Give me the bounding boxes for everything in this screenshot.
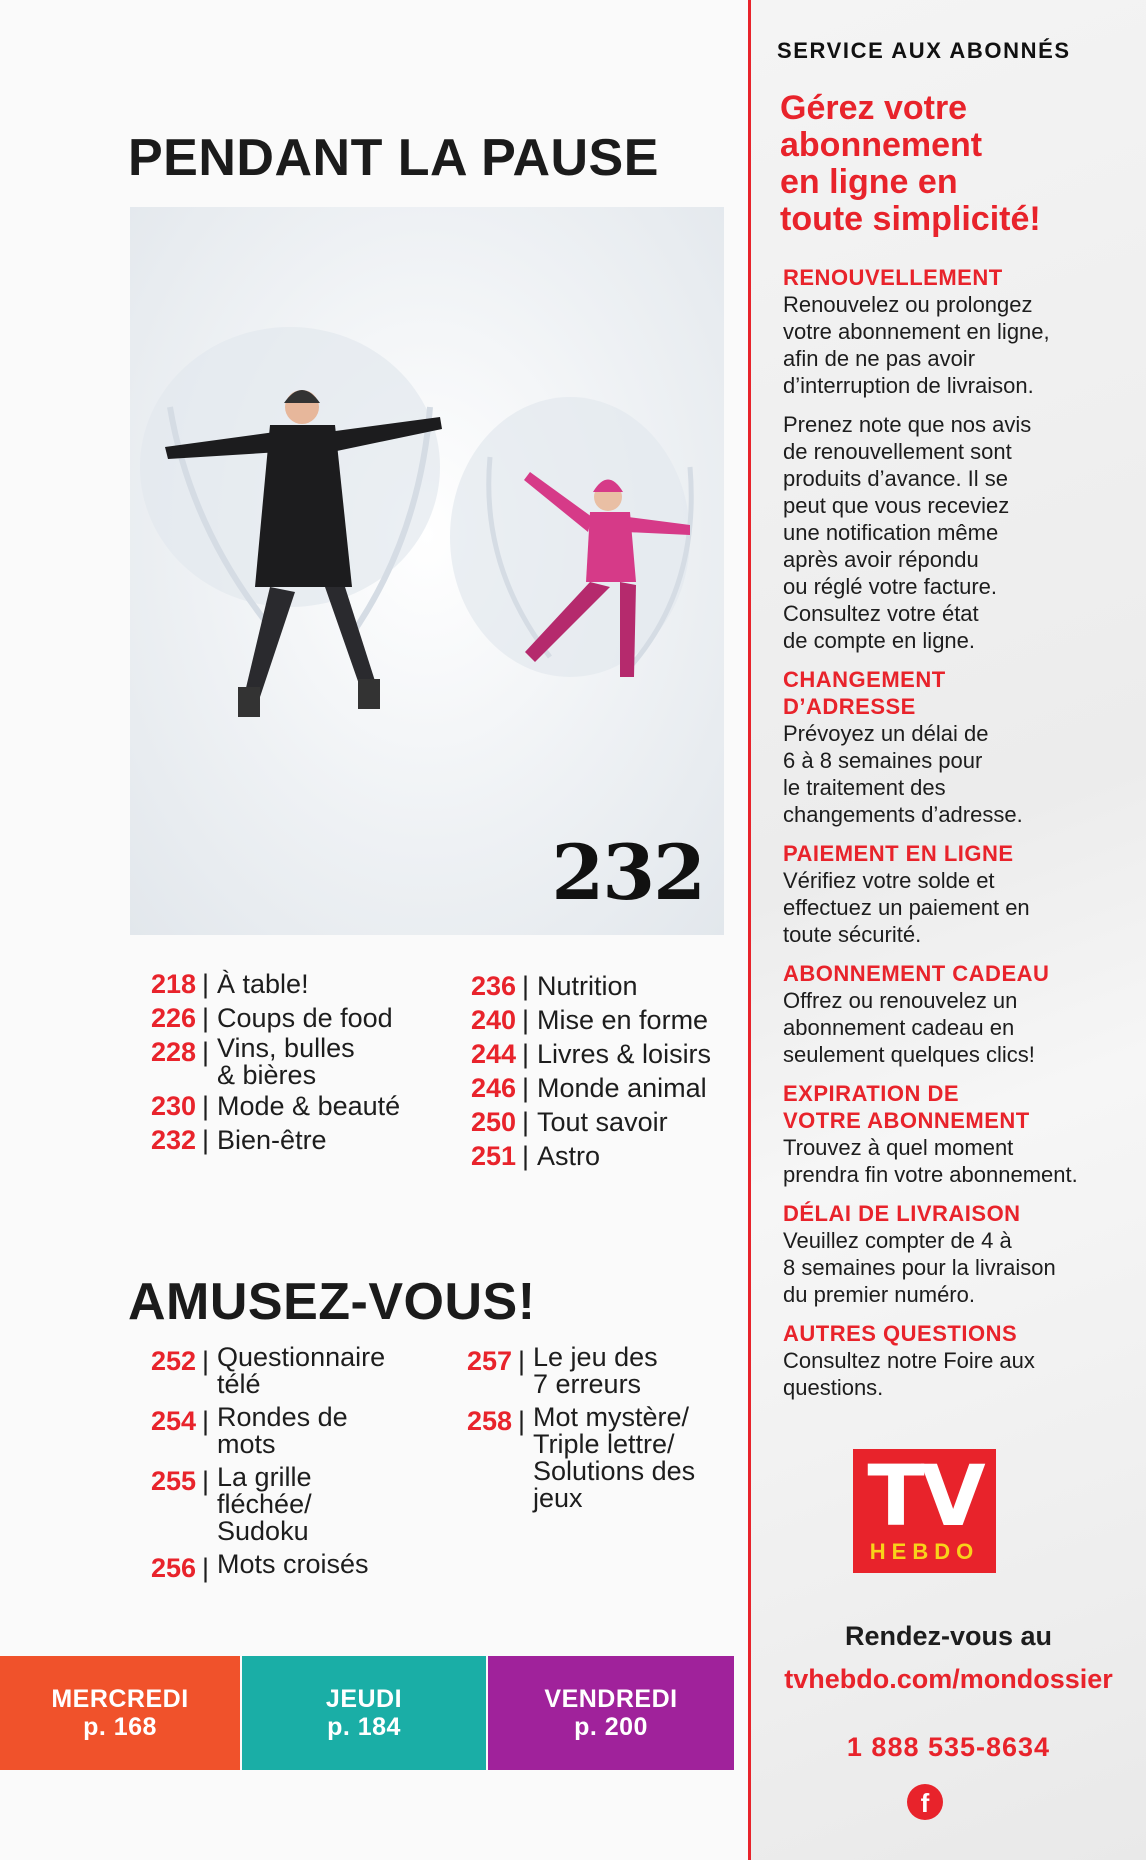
service-title: ABONNEMENT CADEAU	[783, 961, 1050, 986]
toc-page: 251	[470, 1141, 516, 1171]
toc-page: 254	[150, 1406, 196, 1436]
service-text: Consultez notre Foire aux questions.	[783, 1348, 1035, 1400]
toc-label: Monde animal	[537, 1073, 707, 1103]
service-title: DÉLAI DE LIVRAISON	[783, 1201, 1021, 1226]
service-delai[interactable]	[783, 1200, 1113, 1308]
day-tab-vendredi[interactable]	[488, 1656, 734, 1770]
toc-games-col2	[446, 1344, 695, 1512]
toc-item[interactable]: 251 | Astro	[450, 1139, 711, 1173]
service-title: PAIEMENT EN LIGNE	[783, 841, 1014, 866]
service-text: Veuillez compter de 4 à 8 semaines pour la livraison du premier numéro.	[783, 1228, 1056, 1307]
toc-page: 257	[466, 1346, 512, 1376]
toc-item[interactable]: 246 | Monde animal	[450, 1071, 711, 1105]
toc-label: Mode & beauté	[217, 1091, 401, 1121]
service-paiement[interactable]	[783, 840, 1113, 948]
service-text: Trouvez à quel moment prendra fin votre abonnement.	[783, 1135, 1078, 1187]
section-title-pause: PENDANT LA PAUSE	[128, 129, 659, 187]
toc-item[interactable]: 236 | Nutrition	[450, 969, 711, 1003]
day-tabs	[0, 1656, 734, 1770]
toc-label: Tout savoir	[537, 1107, 668, 1137]
toc-label: Bien-être	[217, 1125, 327, 1155]
service-text: Prévoyez un délai de 6 à 8 semaines pour le traitement des changements d’adresse.	[783, 721, 1023, 827]
toc-games-col1	[130, 1344, 385, 1585]
service-renouvellement[interactable]	[783, 264, 1113, 654]
snow-angels-photo	[130, 207, 724, 935]
service-autres[interactable]	[783, 1320, 1113, 1401]
day-name: MERCREDI	[51, 1685, 189, 1713]
toc-page: 256	[150, 1553, 196, 1583]
toc-label: Coups de food	[217, 1003, 393, 1033]
toc-page: 246	[470, 1073, 516, 1103]
dossier-link[interactable]: tvhebdo.com/mondossier	[784, 1664, 1113, 1694]
service-expiration[interactable]	[783, 1080, 1113, 1188]
toc-item[interactable]: 254 | Rondes de mots	[130, 1404, 385, 1458]
toc-item[interactable]: 240 | Mise en forme	[450, 1003, 711, 1037]
toc-item[interactable]: 244 | Livres & loisirs	[450, 1037, 711, 1071]
toc-label: Questionnaire télé	[217, 1342, 386, 1399]
logo-hebdo: HEBDO	[869, 1539, 980, 1564]
day-name: JEUDI	[325, 1685, 403, 1713]
toc-page: 252	[150, 1346, 196, 1376]
toc-label: Astro	[537, 1141, 601, 1171]
day-tab-mercredi[interactable]	[0, 1656, 240, 1770]
toc-page: 255	[150, 1466, 196, 1496]
photo-page-number: 232	[551, 828, 704, 917]
service-title: RENOUVELLEMENT	[783, 265, 1003, 290]
service-cadeau[interactable]	[783, 960, 1113, 1068]
toc-page: 244	[470, 1039, 516, 1069]
section-title-amusez-vous: AMUSEZ-VOUS!	[128, 1273, 536, 1331]
toc-page: 236	[470, 971, 516, 1001]
toc-page: 250	[470, 1107, 516, 1137]
toc-label: À table!	[217, 969, 309, 999]
toc-page: 232	[150, 1125, 196, 1155]
rendez-vous-text: Rendez-vous au	[844, 1621, 1053, 1651]
day-tab-jeudi[interactable]	[242, 1656, 486, 1770]
day-page: p. 200	[574, 1713, 648, 1741]
service-title: CHANGEMENT D’ADRESSE	[783, 667, 946, 719]
toc-item[interactable]: 226 | Coups de food	[130, 1001, 400, 1035]
toc-label: Nutrition	[537, 971, 638, 1001]
logo-tv: TV	[867, 1447, 982, 1545]
toc-label: Le jeu des 7 erreurs	[533, 1342, 658, 1399]
toc-item[interactable]: 228 | Vins, bulles & bières	[130, 1035, 400, 1089]
toc-pause-col1	[130, 967, 400, 1157]
day-name: VENDREDI	[544, 1685, 678, 1713]
toc-pause-col2	[450, 969, 711, 1173]
toc-label: Rondes de mots	[217, 1402, 348, 1459]
service-list	[783, 264, 1113, 1413]
toc-item[interactable]: 252 | Questionnaire télé	[130, 1344, 385, 1398]
service-title: EXPIRATION DE VOTRE ABONNEMENT	[783, 1081, 1030, 1133]
toc-item[interactable]: 232 | Bien-être	[130, 1123, 400, 1157]
toc-page: 218	[150, 969, 196, 999]
toc-label: Mise en forme	[537, 1005, 709, 1035]
toc-item[interactable]: 255 | La grille fléchée/ Sudoku	[130, 1464, 385, 1545]
service-title: AUTRES QUESTIONS	[783, 1321, 1018, 1346]
toc-page: 258	[466, 1406, 512, 1436]
toc-label: Vins, bulles & bières	[217, 1033, 355, 1090]
toc-item[interactable]: 256 | Mots croisés	[130, 1551, 385, 1585]
toc-item[interactable]: 218 | À table!	[130, 967, 400, 1001]
service-text: Vérifiez votre solde et effectuez un paiement en toute sécurité.	[783, 868, 1030, 947]
day-page: p. 168	[83, 1713, 157, 1741]
day-page: p. 184	[327, 1713, 401, 1741]
toc-item[interactable]: 257 | Le jeu des 7 erreurs	[446, 1344, 695, 1398]
toc-label: La grille fléchée/ Sudoku	[217, 1462, 312, 1546]
service-text: Prenez note que nos avis de renouvellement sont produits d’avance. Il se peut que vous receviez une notification même après avoir répondu ou réglé votre facture. Consultez votre état de compte en ligne.	[783, 412, 1032, 653]
toc-label: Livres & loisirs	[537, 1039, 712, 1069]
service-text: Offrez ou renouvelez un abonnement cadeau en seulement quelques clics!	[783, 988, 1035, 1067]
toc-page: 226	[150, 1003, 196, 1033]
toc-label: Mot mystère/ Triple lettre/ Solutions des jeux	[533, 1402, 696, 1513]
promo-headline: Gérez votre abonnement en ligne en toute simplicité!	[780, 89, 1041, 238]
facebook-icon[interactable]: f	[907, 1784, 943, 1820]
toc-item[interactable]: 250 | Tout savoir	[450, 1105, 711, 1139]
phone-number[interactable]: 1 888 535-8634	[846, 1732, 1051, 1762]
snow-angels-illustration	[130, 207, 724, 935]
toc-page: 240	[470, 1005, 516, 1035]
service-heading: SERVICE AUX ABONNÉS	[777, 38, 1071, 63]
toc-item[interactable]: 258 | Mot mystère/ Triple lettre/ Solutions des jeux	[446, 1404, 695, 1512]
toc-page: 230	[150, 1091, 196, 1121]
toc-label: Mots croisés	[217, 1549, 369, 1579]
toc-item[interactable]: 230 | Mode & beauté	[130, 1089, 400, 1123]
service-text: Renouvelez ou prolongez votre abonnement en ligne, afin de ne pas avoir d’interruption de livraison.	[783, 292, 1050, 398]
service-changement-adresse[interactable]	[783, 666, 1113, 828]
toc-page: 228	[150, 1037, 196, 1067]
tv-hebdo-logo	[853, 1449, 996, 1573]
